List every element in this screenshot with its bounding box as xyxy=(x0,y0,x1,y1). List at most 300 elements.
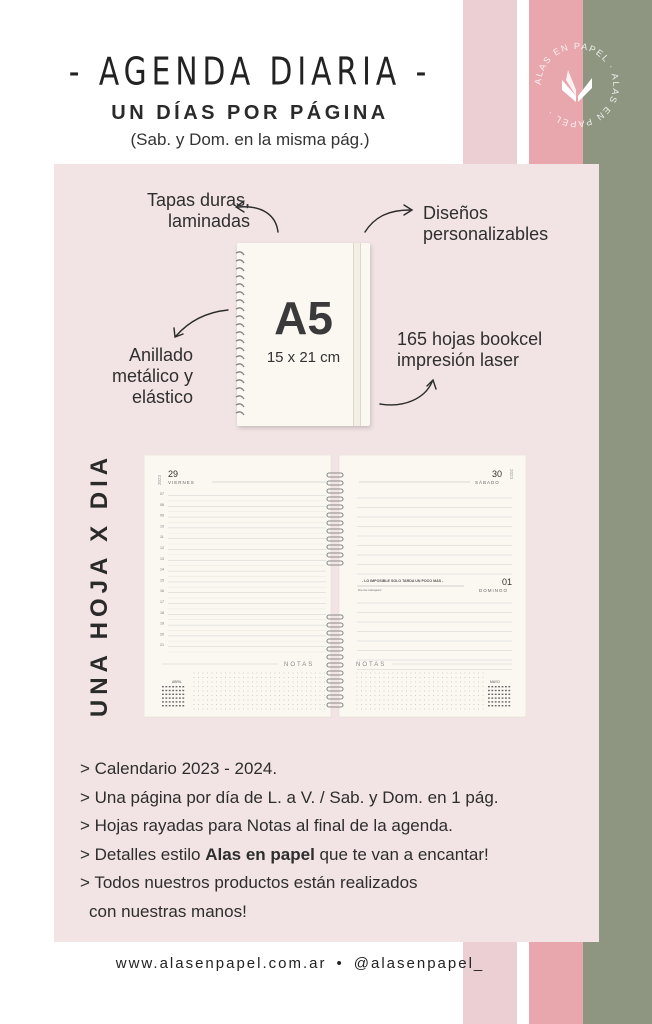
dot xyxy=(257,695,258,696)
dot xyxy=(411,673,412,674)
dot xyxy=(288,686,289,687)
dot xyxy=(324,691,325,692)
calendar-day xyxy=(502,690,504,691)
calendar-day xyxy=(162,686,164,687)
calendar-day xyxy=(169,694,171,695)
calendar-day xyxy=(162,705,164,706)
dot xyxy=(257,709,258,710)
dot xyxy=(207,686,208,687)
dot xyxy=(438,709,439,710)
dot xyxy=(433,686,434,687)
dot xyxy=(194,673,195,674)
dot xyxy=(438,700,439,701)
dot xyxy=(442,686,443,687)
dot xyxy=(302,673,303,674)
dot xyxy=(465,686,466,687)
dot xyxy=(243,709,244,710)
dot xyxy=(257,682,258,683)
right-day-name: SÁBADO xyxy=(475,480,500,485)
dot xyxy=(230,691,231,692)
dot xyxy=(447,673,448,674)
dot xyxy=(297,700,298,701)
binding-label xyxy=(60,345,193,408)
open-agenda-spread xyxy=(144,455,526,719)
dot xyxy=(230,709,231,710)
dot xyxy=(438,682,439,683)
dot xyxy=(270,709,271,710)
dot xyxy=(279,704,280,705)
dot xyxy=(297,691,298,692)
feature-item-4-prefix: > Detalles estilo xyxy=(80,844,206,864)
calendar-day xyxy=(498,697,500,698)
dot xyxy=(275,695,276,696)
calendar-day xyxy=(488,686,490,687)
left-day-number: 29 xyxy=(168,469,179,479)
designs-label-line-2: personalizables xyxy=(423,224,549,244)
dot xyxy=(261,700,262,701)
dot xyxy=(406,709,407,710)
instagram-handle-link[interactable]: @alasenpapel_ xyxy=(353,955,485,972)
dot xyxy=(451,673,452,674)
dot xyxy=(306,682,307,683)
dot xyxy=(225,691,226,692)
dot xyxy=(375,677,376,678)
dot xyxy=(194,677,195,678)
dot xyxy=(370,691,371,692)
dot xyxy=(266,673,267,674)
dot xyxy=(297,695,298,696)
dot xyxy=(478,682,479,683)
dot xyxy=(456,700,457,701)
dot xyxy=(447,695,448,696)
dot xyxy=(384,700,385,701)
dot xyxy=(456,704,457,705)
dot xyxy=(288,700,289,701)
dot xyxy=(270,700,271,701)
dot xyxy=(415,704,416,705)
dot xyxy=(474,686,475,687)
dot xyxy=(194,709,195,710)
dot xyxy=(388,700,389,701)
calendar-day xyxy=(165,697,167,698)
dot xyxy=(306,673,307,674)
left-day-name: VIERNES xyxy=(168,480,195,485)
dot xyxy=(279,677,280,678)
dot xyxy=(451,682,452,683)
dot xyxy=(248,704,249,705)
dot xyxy=(402,695,403,696)
dot xyxy=(429,700,430,701)
calendar-day xyxy=(176,701,178,702)
dot xyxy=(406,691,407,692)
dot xyxy=(438,673,439,674)
dot xyxy=(221,673,222,674)
dot xyxy=(239,700,240,701)
dot xyxy=(293,704,294,705)
calendar-day xyxy=(169,697,171,698)
dot xyxy=(384,686,385,687)
calendar-day xyxy=(165,701,167,702)
dot xyxy=(420,682,421,683)
dot xyxy=(433,677,434,678)
dot xyxy=(293,691,294,692)
dot xyxy=(402,704,403,705)
dot xyxy=(478,704,479,705)
dot xyxy=(469,682,470,683)
dot xyxy=(379,704,380,705)
hour-label: 20 xyxy=(160,632,164,637)
dot xyxy=(384,673,385,674)
dot xyxy=(243,704,244,705)
dot xyxy=(469,691,470,692)
dot xyxy=(465,677,466,678)
dot xyxy=(433,709,434,710)
calendar-day xyxy=(502,686,504,687)
dot xyxy=(257,686,258,687)
dot xyxy=(483,709,484,710)
calendar-day xyxy=(172,697,174,698)
daily-quote: - LO IMPOSIBLE SOLO TARDA UN POCO MAS - xyxy=(362,579,444,583)
dot xyxy=(261,709,262,710)
pages-label xyxy=(397,329,582,371)
dot xyxy=(288,691,289,692)
dot xyxy=(243,686,244,687)
dot xyxy=(324,695,325,696)
dot xyxy=(194,700,195,701)
dot xyxy=(302,686,303,687)
dot xyxy=(302,700,303,701)
calendar-day xyxy=(488,694,490,695)
notebook-closed xyxy=(237,243,370,426)
dot xyxy=(402,686,403,687)
dot xyxy=(370,709,371,710)
dot xyxy=(239,691,240,692)
dot xyxy=(279,682,280,683)
dot xyxy=(315,700,316,701)
calendar-day xyxy=(182,690,184,691)
calendar-day xyxy=(508,694,510,695)
dot xyxy=(302,704,303,705)
dot xyxy=(366,709,367,710)
dot xyxy=(451,677,452,678)
dot xyxy=(357,704,358,705)
hour-label: 15 xyxy=(160,578,164,583)
dot xyxy=(460,704,461,705)
dot xyxy=(261,695,262,696)
dot xyxy=(257,691,258,692)
dot xyxy=(370,677,371,678)
dot xyxy=(234,695,235,696)
svg-text:ALAS EN PAPEL · ALAS EN PAPEL xyxy=(533,41,621,129)
dot xyxy=(279,695,280,696)
dot xyxy=(221,695,222,696)
binding-label-line-3: elástico xyxy=(131,387,193,407)
calendar-day xyxy=(508,701,510,702)
dot xyxy=(393,677,394,678)
dot xyxy=(261,677,262,678)
calendar-day xyxy=(488,701,490,702)
dot xyxy=(207,682,208,683)
dot xyxy=(429,686,430,687)
dot xyxy=(288,677,289,678)
designs-label xyxy=(423,203,593,245)
designs-label-line-1: Diseños xyxy=(423,203,489,223)
dot xyxy=(388,677,389,678)
calendar-day xyxy=(176,705,178,706)
website-link[interactable]: www.alasenpapel.com.ar xyxy=(115,955,327,972)
dot xyxy=(361,682,362,683)
dot xyxy=(420,691,421,692)
dot xyxy=(478,677,479,678)
calendar-day xyxy=(179,694,181,695)
dot xyxy=(406,686,407,687)
dot xyxy=(297,686,298,687)
dot xyxy=(266,700,267,701)
dot xyxy=(384,677,385,678)
dot xyxy=(207,704,208,705)
dot xyxy=(361,695,362,696)
calendar-day xyxy=(182,705,184,706)
dot xyxy=(402,700,403,701)
dot xyxy=(424,673,425,674)
calendar-day xyxy=(179,690,181,691)
dot xyxy=(225,682,226,683)
hour-label: 14 xyxy=(160,567,164,572)
dot xyxy=(357,700,358,701)
calendar-day xyxy=(508,705,510,706)
dot xyxy=(198,682,199,683)
dot xyxy=(225,686,226,687)
dot xyxy=(433,704,434,705)
dot xyxy=(474,709,475,710)
dot xyxy=(203,709,204,710)
left-notes-label: NOTAS xyxy=(284,662,315,668)
dot xyxy=(261,686,262,687)
calendar-day xyxy=(505,705,507,706)
calendar-day xyxy=(162,690,164,691)
dot xyxy=(315,709,316,710)
dot xyxy=(252,682,253,683)
dot xyxy=(284,686,285,687)
dot xyxy=(203,695,204,696)
dot xyxy=(420,677,421,678)
dot xyxy=(361,673,362,674)
calendar-day xyxy=(488,697,490,698)
dot xyxy=(483,673,484,674)
dot xyxy=(203,682,204,683)
dot xyxy=(438,695,439,696)
dot xyxy=(216,695,217,696)
dot xyxy=(293,682,294,683)
dot xyxy=(361,686,362,687)
calendar-day xyxy=(165,686,167,687)
dot xyxy=(248,682,249,683)
dot xyxy=(216,673,217,674)
dot xyxy=(357,673,358,674)
calendar-day xyxy=(182,701,184,702)
dot xyxy=(270,677,271,678)
calendar-day xyxy=(179,686,181,687)
logo-ring-text: ALAS EN PAPEL · ALAS EN PAPEL · xyxy=(532,40,622,130)
dot xyxy=(438,677,439,678)
dot xyxy=(366,686,367,687)
hour-label: 19 xyxy=(160,621,164,626)
dot xyxy=(221,686,222,687)
dot xyxy=(320,700,321,701)
dot xyxy=(198,695,199,696)
dot xyxy=(388,682,389,683)
dot xyxy=(243,695,244,696)
dot xyxy=(393,704,394,705)
dot xyxy=(447,686,448,687)
weekend-note: (Sab. y Dom. en la misma pág.) xyxy=(130,130,370,149)
dot xyxy=(424,686,425,687)
dot xyxy=(478,691,479,692)
dot xyxy=(284,691,285,692)
dot xyxy=(384,695,385,696)
dot xyxy=(261,691,262,692)
dot xyxy=(198,691,199,692)
calendar-day xyxy=(495,701,497,702)
calendar-day xyxy=(502,694,504,695)
dot xyxy=(429,691,430,692)
dot xyxy=(248,673,249,674)
dot xyxy=(438,686,439,687)
calendar-day xyxy=(505,690,507,691)
dot xyxy=(447,709,448,710)
dot xyxy=(320,682,321,683)
dot xyxy=(203,691,204,692)
dot xyxy=(248,700,249,701)
dot xyxy=(302,691,303,692)
calendar-day xyxy=(495,697,497,698)
dot xyxy=(460,686,461,687)
calendar-day xyxy=(182,686,184,687)
dot xyxy=(451,704,452,705)
dot xyxy=(393,673,394,674)
dot xyxy=(415,686,416,687)
calendar-day xyxy=(491,705,493,706)
dot xyxy=(315,677,316,678)
calendar-day xyxy=(498,690,500,691)
dot xyxy=(456,691,457,692)
dot xyxy=(465,704,466,705)
dot xyxy=(270,695,271,696)
sunday-day-name: DOMINGO xyxy=(479,588,508,593)
feature-item-5-line-2: con nuestras manos! xyxy=(89,901,247,921)
dot xyxy=(216,686,217,687)
dot xyxy=(469,695,470,696)
calendar-day xyxy=(165,690,167,691)
dot xyxy=(194,704,195,705)
dot xyxy=(465,673,466,674)
dot xyxy=(393,709,394,710)
dot xyxy=(474,673,475,674)
dot xyxy=(320,673,321,674)
dot xyxy=(293,695,294,696)
dot xyxy=(393,695,394,696)
dot xyxy=(465,691,466,692)
dot xyxy=(302,682,303,683)
dot xyxy=(315,686,316,687)
dot xyxy=(451,700,452,701)
dot xyxy=(393,700,394,701)
calendar-day xyxy=(488,690,490,691)
calendar-day xyxy=(491,697,493,698)
dot xyxy=(402,673,403,674)
dot xyxy=(375,695,376,696)
dot xyxy=(239,686,240,687)
dot xyxy=(420,686,421,687)
dot xyxy=(447,682,448,683)
dot xyxy=(483,682,484,683)
dot xyxy=(320,695,321,696)
dot xyxy=(478,673,479,674)
dot xyxy=(302,709,303,710)
calendar-day xyxy=(182,694,184,695)
calendar-day xyxy=(491,694,493,695)
dot xyxy=(415,677,416,678)
calendar-day xyxy=(172,701,174,702)
dot xyxy=(239,673,240,674)
dot xyxy=(456,709,457,710)
dot xyxy=(257,704,258,705)
dot xyxy=(234,682,235,683)
calendar-day xyxy=(162,697,164,698)
dot xyxy=(194,686,195,687)
dot xyxy=(388,686,389,687)
dot xyxy=(306,704,307,705)
dot xyxy=(447,677,448,678)
dot xyxy=(411,686,412,687)
dot xyxy=(212,677,213,678)
dot xyxy=(384,682,385,683)
dot xyxy=(357,691,358,692)
dot xyxy=(460,709,461,710)
dot xyxy=(424,677,425,678)
dot xyxy=(243,691,244,692)
dot xyxy=(207,709,208,710)
dot xyxy=(397,677,398,678)
dot xyxy=(456,682,457,683)
dot xyxy=(406,682,407,683)
dot xyxy=(442,677,443,678)
dot xyxy=(442,691,443,692)
dot xyxy=(221,691,222,692)
calendar-day xyxy=(169,701,171,702)
dot xyxy=(198,709,199,710)
dot xyxy=(212,691,213,692)
dot xyxy=(194,695,195,696)
dot xyxy=(478,695,479,696)
dot xyxy=(375,709,376,710)
dot xyxy=(474,704,475,705)
dot xyxy=(406,695,407,696)
dot xyxy=(203,677,204,678)
dot xyxy=(402,677,403,678)
dot xyxy=(293,677,294,678)
dot xyxy=(469,700,470,701)
dot xyxy=(306,686,307,687)
dot xyxy=(216,691,217,692)
dot xyxy=(252,673,253,674)
notebook-dimensions: 15 x 21 cm xyxy=(266,349,341,366)
dot xyxy=(415,673,416,674)
dot xyxy=(243,673,244,674)
dot xyxy=(420,673,421,674)
calendar-day xyxy=(502,705,504,706)
dot xyxy=(212,686,213,687)
